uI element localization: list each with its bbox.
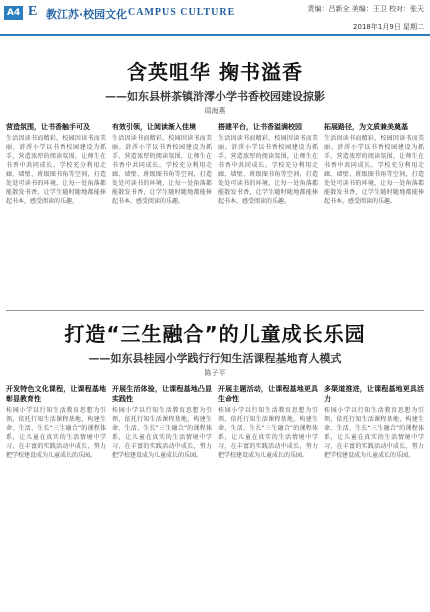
article-2-text: 桂园小学以行知生活教育思想为引领，依托行知生活课程基地，构建生命、生活、生长“三生融合”的课程体系，让儿童在真实的生活情境中学习，在丰富的实践活动中成长，努力把学校建设成为儿童成长的乐园。 [112,407,212,459]
article-2-column [218,382,318,602]
section-heading: 开展生活体验，让课程基地凸显实践性 [112,385,212,403]
article-1-subtitle: ——如东县栟茶镇浒澪小学书香校园建设掠影 [105,90,325,103]
column-title: 教江苏·校园文化 [46,8,128,21]
article-1-column [112,120,212,280]
article-2-column [6,382,106,602]
section-heading: 开发特色文化课程，让课程基地彰显教育性 [6,385,106,403]
divider [6,310,424,311]
article-1-column [218,120,318,280]
article-1-text: 生活因读书而精彩，校园因读书而美丽。浒澪小学以书香校园建设为抓手，营造浓厚的阅读氛围，让师生在书香中共同成长。学校充分利用走廊、墙壁、班级图书角等空间，打造处处可读书的环境，让每一处角落都能散发书香，让学生随时随地都能捧起书本，感受阅读的乐趣。 [218,135,318,205]
section-letter: E [28,4,38,19]
article-1-body [0,120,430,280]
article-1-column [324,120,424,280]
editor: 责编：吕新全 [307,5,350,13]
article-2-subtitle: ——如东县桂园小学践行行知生活课程基地育人模式 [88,352,342,365]
article-2-text: 桂园小学以行知生活教育思想为引领，依托行知生活课程基地，构建生命、生活、生长“三生融合”的课程体系，让儿童在真实的生活情境中学习，在丰富的实践活动中成长，努力把学校建设成为儿童成长的乐园。 [324,407,424,459]
page-number: A4 [4,6,23,20]
article-1-text: 生活因读书而精彩，校园因读书而美丽。浒澪小学以书香校园建设为抓手，营造浓厚的阅读氛围，让师生在书香中共同成长。学校充分利用走廊、墙壁、班级图书角等空间，打造处处可读书的环境，让每一处角落都能散发书香，让学生随时随地都能捧起书本，感受阅读的乐趣。 [324,135,424,205]
article-1-column [6,120,106,280]
section-heading: 搭建平台，让书香溢满校园 [218,123,302,131]
page-header [0,0,430,36]
section-heading: 有效引领，让阅读渐入佳境 [112,123,196,131]
article-2-column [112,382,212,602]
section-heading: 开展主题活动，让课程基地更具生命性 [218,385,318,403]
section-heading: 营造氛围，让书香触手可及 [6,123,90,131]
article-1-title: 含英咀华 掬书溢香 [127,60,303,84]
article-2-text: 桂园小学以行知生活教育思想为引领，依托行知生活课程基地，构建生命、生活、生长“三生融合”的课程体系，让儿童在真实的生活情境中学习，在丰富的实践活动中成长，努力把学校建设成为儿童成长的乐园。 [218,407,318,459]
article-1-text: 生活因读书而精彩，校园因读书而美丽。浒澪小学以书香校园建设为抓手，营造浓厚的阅读氛围，让师生在书香中共同成长。学校充分利用走廊、墙壁、班级图书角等空间，打造处处可读书的环境，让每一处角落都能散发书香，让学生随时随地都能捧起书本，感受阅读的乐趣。 [112,135,212,205]
article-1 [0,56,430,280]
section-heading: 多渠道推进，让课程基地更具活力 [324,385,424,403]
section-heading: 拓展路径，为文质兼美奠基 [324,123,408,131]
issue-date: 2018年1月9日 星期二 [353,23,424,31]
article-2-title: 打造“三生融合”的儿童成长乐园 [64,322,366,346]
article-2-body [0,382,430,602]
article-2 [0,318,430,602]
article-2-byline: 陈子平 [204,369,226,377]
article-2-column [324,382,424,602]
column-title-en: CAMPUS CULTURE [128,7,236,18]
article-1-byline: 周海燕 [204,107,226,115]
proofreader: 校对：张天 [389,5,424,13]
editor-info [308,4,424,14]
designer: 美编：王卫 [351,5,387,13]
article-2-text: 桂园小学以行知生活教育思想为引领，依托行知生活课程基地，构建生命、生活、生长“三生融合”的课程体系，让儿童在真实的生活情境中学习，在丰富的实践活动中成长，努力把学校建设成为儿童成长的乐园。 [6,407,106,459]
article-1-text: 生活因读书而精彩，校园因读书而美丽。浒澪小学以书香校园建设为抓手，营造浓厚的阅读氛围，让师生在书香中共同成长。学校充分利用走廊、墙壁、班级图书角等空间，打造处处可读书的环境，让每一处角落都能散发书香，让学生随时随地都能捧起书本，感受阅读的乐趣。 [6,135,106,205]
